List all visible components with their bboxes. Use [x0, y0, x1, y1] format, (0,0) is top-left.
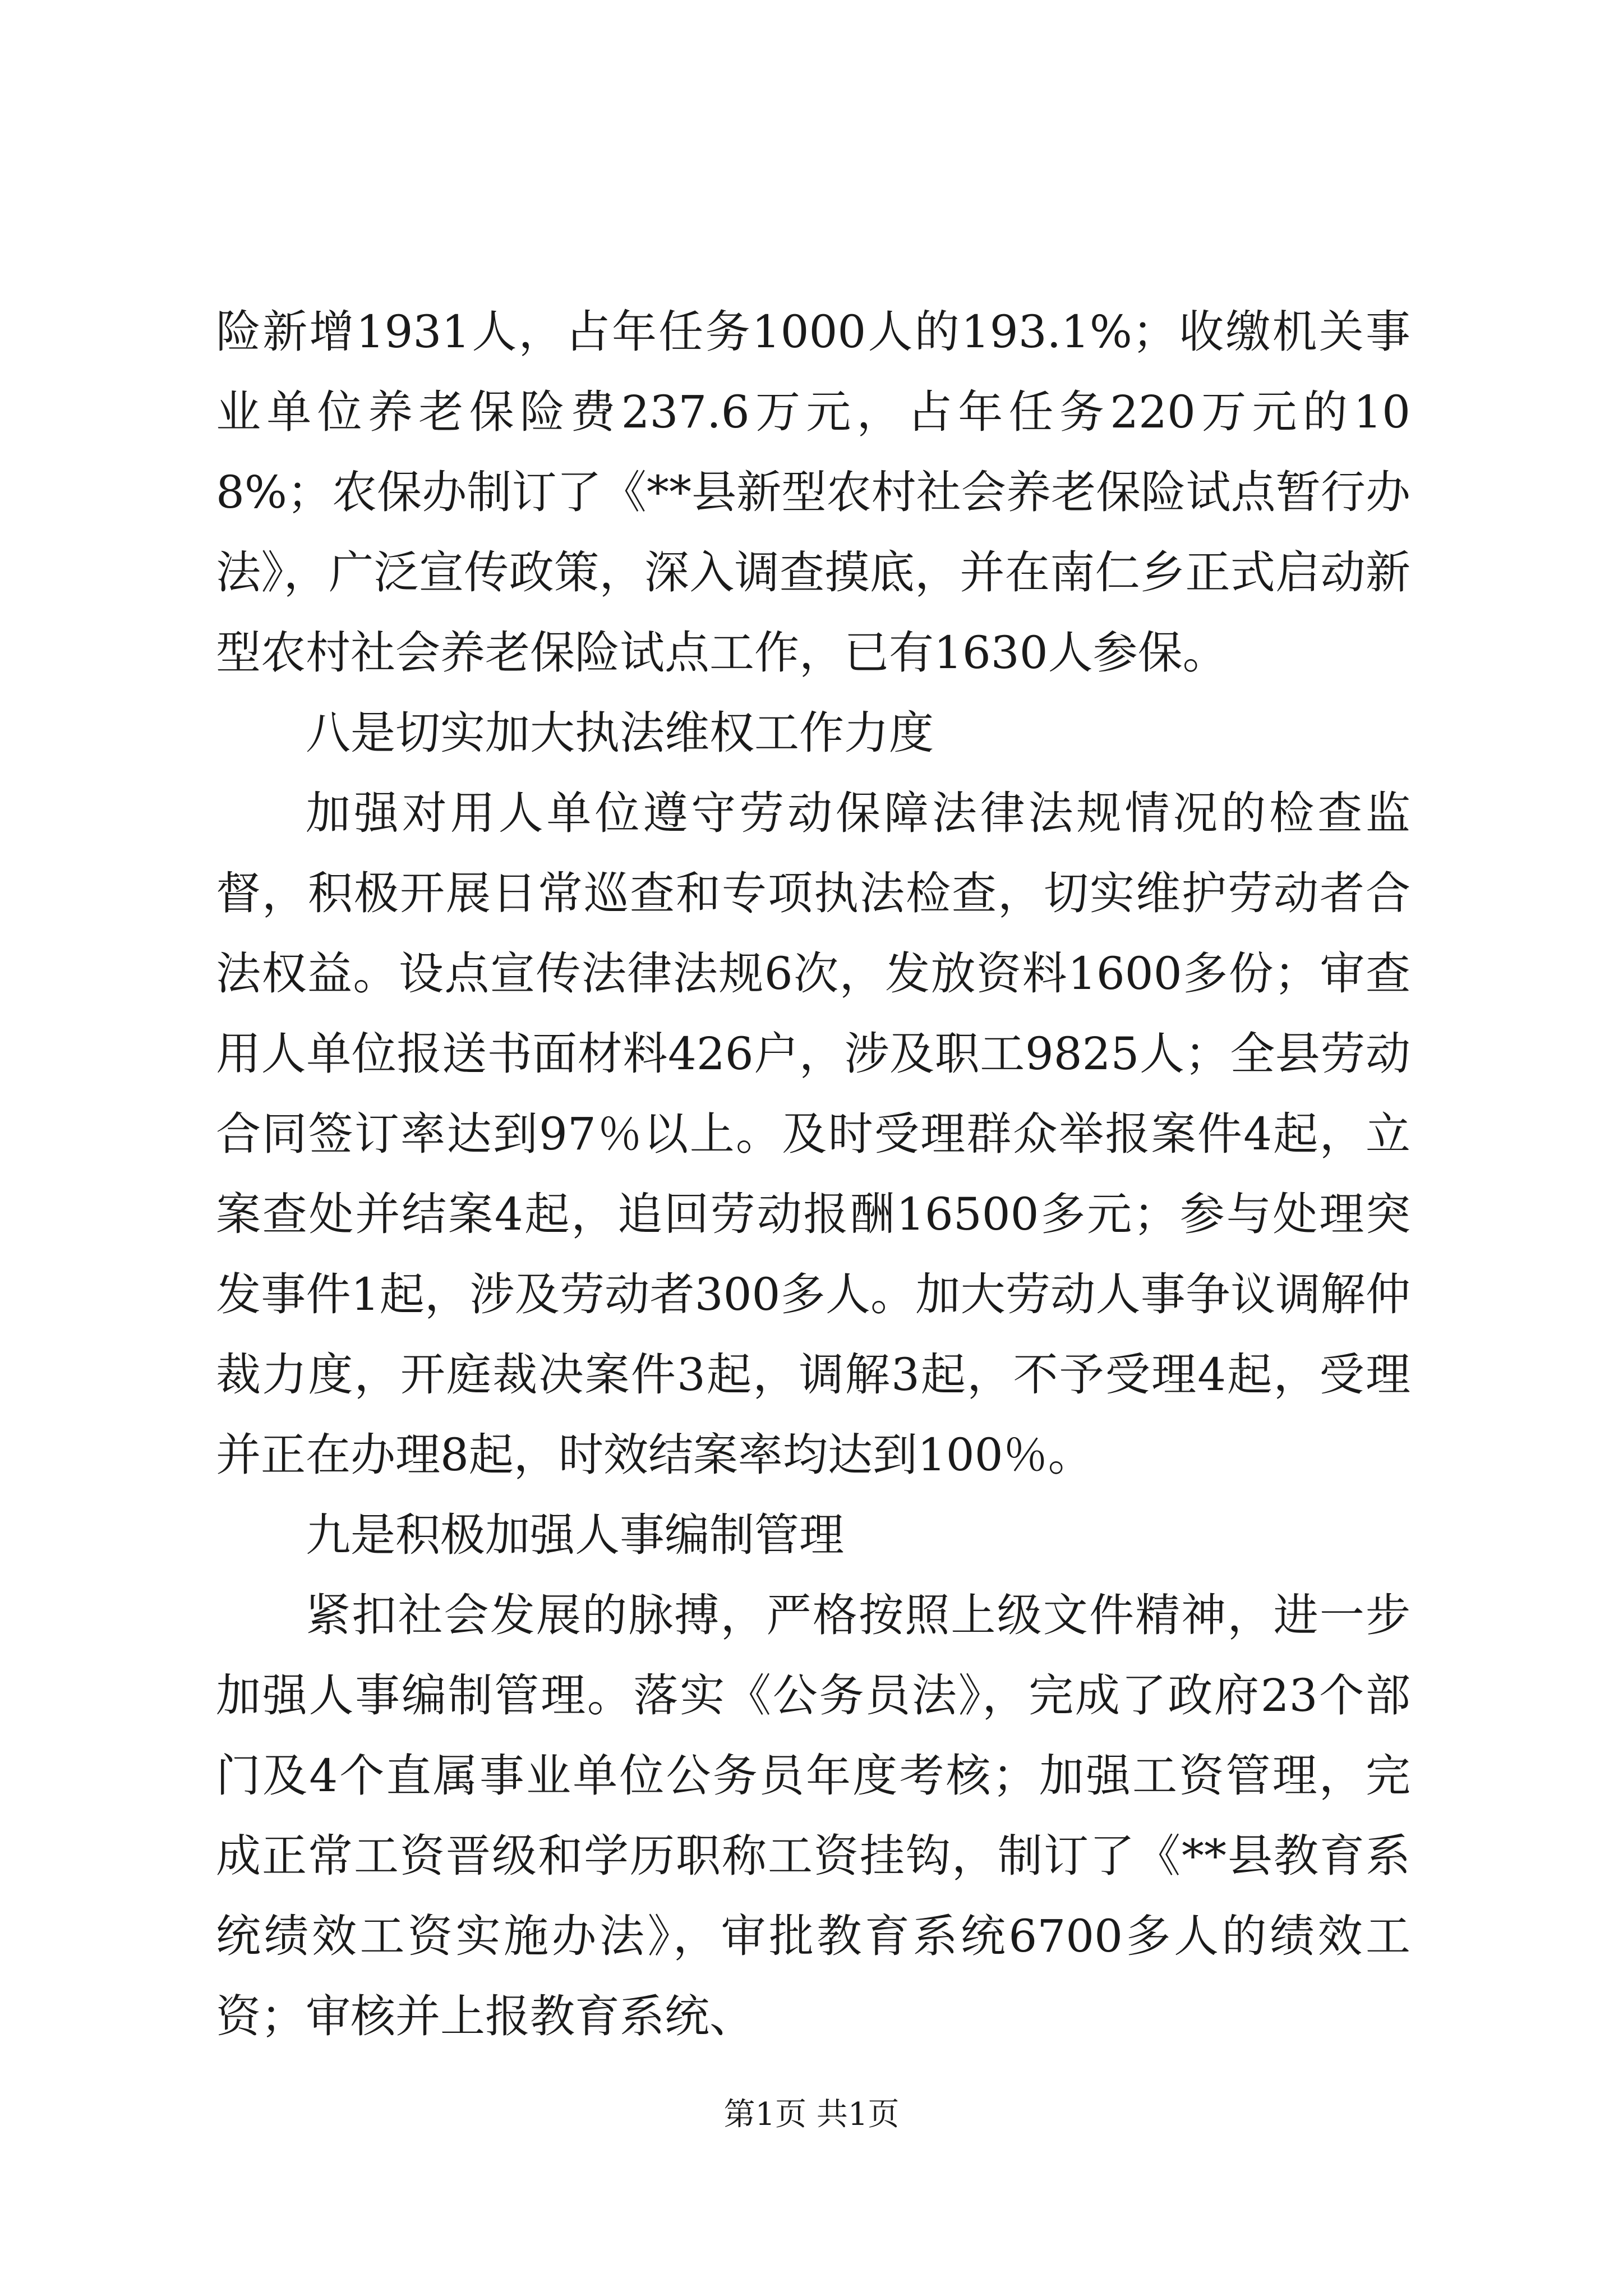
section-heading-9: 九是积极加强人事编制管理 [306, 1509, 844, 1561]
document-body [216, 292, 1410, 2056]
page-footer: 第1页 共1页 [723, 2096, 900, 2133]
paragraph-personnel: 紧扣社会发展的脉搏，严格按照上级文件精神，进一步加强人事编制管理。落实《公务员法》，完成了政府23个部门及4个直属事业单位公务员年度考核；加强工资管理，完成正常工资晋级和学历职称工资挂钩，制订了《**县教育系统绩效工资实施办法》，审批教育系统6700多人的绩效工资；审核并上报教育系统、 [216, 1589, 1410, 2042]
section-heading-8: 八是切实加大执法维权工作力度 [306, 707, 934, 759]
paragraph-enforcement: 加强对用人单位遵守劳动保障法律法规情况的检查监督，积极开展日常巡查和专项执法检查，切实维护劳动者合法权益。设点宣传法律法规6次，发放资料1600多份；审查用人单位报送书面材料426户，涉及职工9825人；全县劳动合同签订率达到97％以上。及时受理群众举报案件4起，立案查处并结案4起，追回劳动报酬16500多元；参与处理突发事件1起，涉及劳动者300多人。加大劳动人事争议调解仲裁力度，开庭裁决案件3起，调解3起，不予受理4起，受理并正在办理8起，时效结案率均达到100％。 [216, 787, 1410, 1481]
paragraph-continuation: 险新增1931人，占年任务1000人的193.1%；收缴机关事业单位养老保险费237.6万元，占年任务220万元的108%；农保办制订了《**县新型农村社会养老保险试点暂行办法》，广泛宣传政策，深入调查摸底，并在南仁乡正式启动新型农村社会养老保险试点工作，已有1630人参保。 [216, 306, 1410, 679]
